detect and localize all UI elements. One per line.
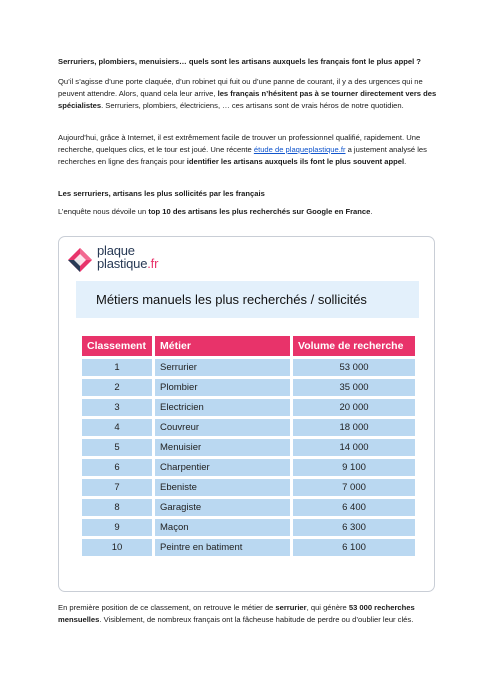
text-span: , qui génère xyxy=(306,603,349,612)
bold-span: top 10 des artisans les plus recherchés sur Google en France xyxy=(148,207,371,216)
table-header-row xyxy=(82,336,415,356)
table-row xyxy=(82,519,415,536)
table-row xyxy=(82,399,415,416)
intro-paragraph xyxy=(58,76,438,112)
cell-rank: 3 xyxy=(82,399,152,416)
cell-volume: 6 300 xyxy=(290,519,415,536)
first-place-paragraph xyxy=(58,602,438,626)
table-row xyxy=(82,439,415,456)
text-span: L’enquête nous dévoile un xyxy=(58,207,149,216)
cell-rank: 8 xyxy=(82,499,152,516)
table-row xyxy=(82,359,415,376)
survey-paragraph xyxy=(58,206,438,218)
brand-logo xyxy=(67,243,187,277)
table-row xyxy=(82,459,415,476)
bold-span: identifier les artisans auxquels ils font le plus souvent appel xyxy=(186,157,405,166)
cell-job: Plombier xyxy=(152,379,290,396)
plaqueplastique-logo-icon xyxy=(67,247,93,273)
logo-line2: plastique xyxy=(97,256,148,271)
text-span: . xyxy=(370,207,373,216)
section-subtitle: Les serruriers, artisans les plus sollicités par les français xyxy=(58,189,265,198)
cell-volume: 6 100 xyxy=(290,539,415,556)
logo-wordmark xyxy=(97,244,158,270)
cell-rank: 6 xyxy=(82,459,152,476)
ranking-infographic xyxy=(58,236,435,592)
cell-job: Menuisier xyxy=(152,439,290,456)
table-row xyxy=(82,379,415,396)
bold-span: serrurier xyxy=(275,603,307,612)
cell-volume: 6 400 xyxy=(290,499,415,516)
cell-rank: 5 xyxy=(82,439,152,456)
header-rank: Classement xyxy=(82,336,152,356)
table-row xyxy=(82,419,415,436)
cell-volume: 7 000 xyxy=(290,479,415,496)
cell-volume: 9 100 xyxy=(290,459,415,476)
cell-job: Electricien xyxy=(152,399,290,416)
cell-volume: 35 000 xyxy=(290,379,415,396)
cell-volume: 14 000 xyxy=(290,439,415,456)
table-body xyxy=(82,359,415,556)
header-job: Métier xyxy=(152,336,290,356)
cell-job: Peintre en batiment xyxy=(152,539,290,556)
table-title: Métiers manuels les plus recherchés / sollicités xyxy=(96,292,367,307)
text-span: Aujourd’hui, grâce à Internet, il est extrêmement facile de trouver un professionnel qualifié, rapidement. Une recherche, quelques clics, et le tour est joué. Une récente xyxy=(58,133,421,154)
study-paragraph xyxy=(58,132,438,168)
text-span: . xyxy=(404,157,407,166)
bold-span: 53 000 recherches mensuelles xyxy=(58,603,415,624)
header-volume: Volume de recherche xyxy=(290,336,415,356)
cell-volume: 53 000 xyxy=(290,359,415,376)
table-row xyxy=(82,499,415,516)
cell-rank: 1 xyxy=(82,359,152,376)
logo-line1: plaque xyxy=(97,243,135,258)
text-span: Qu’il s’agisse d’une porte claquée, d’un robinet qui fuit ou d’une panne de courant, il y a des urgences qui ne peuvent attendre. Alors, quand cela leur arrive, xyxy=(58,77,423,98)
table-row xyxy=(82,539,415,556)
table-title-bar xyxy=(76,281,419,318)
text-span: En première position de ce classement, on retrouve le métier de xyxy=(58,603,276,612)
article-title: Serruriers, plombiers, menuisiers… quels sont les artisans auxquels les français font le plus appel ? xyxy=(58,57,421,66)
text-span: a justement analysé les recherches en ligne des français pour xyxy=(58,145,427,166)
cell-rank: 2 xyxy=(82,379,152,396)
cell-job: Serrurier xyxy=(152,359,290,376)
cell-rank: 10 xyxy=(82,539,152,556)
cell-rank: 4 xyxy=(82,419,152,436)
cell-volume: 20 000 xyxy=(290,399,415,416)
table-row xyxy=(82,479,415,496)
text-span: . Visiblement, de nombreux français ont la fâcheuse habitude de perdre ou d’oublier leur clés. xyxy=(99,615,414,624)
cell-volume: 18 000 xyxy=(290,419,415,436)
logo-suffix: .fr xyxy=(147,256,159,271)
text-span: . Serruriers, plombiers, électriciens, … ces artisans sont de vrais héros de notre quotidien. xyxy=(101,101,404,110)
cell-job: Ebeniste xyxy=(152,479,290,496)
bold-span: les français n’hésitent pas à se tourner directement vers des spécialistes xyxy=(58,89,437,110)
cell-rank: 7 xyxy=(82,479,152,496)
ranking-table xyxy=(82,333,415,559)
cell-job: Maçon xyxy=(152,519,290,536)
cell-job: Couvreur xyxy=(152,419,290,436)
study-link[interactable]: étude de plaqueplastique.fr xyxy=(253,145,346,154)
cell-job: Charpentier xyxy=(152,459,290,476)
cell-rank: 9 xyxy=(82,519,152,536)
cell-job: Garagiste xyxy=(152,499,290,516)
